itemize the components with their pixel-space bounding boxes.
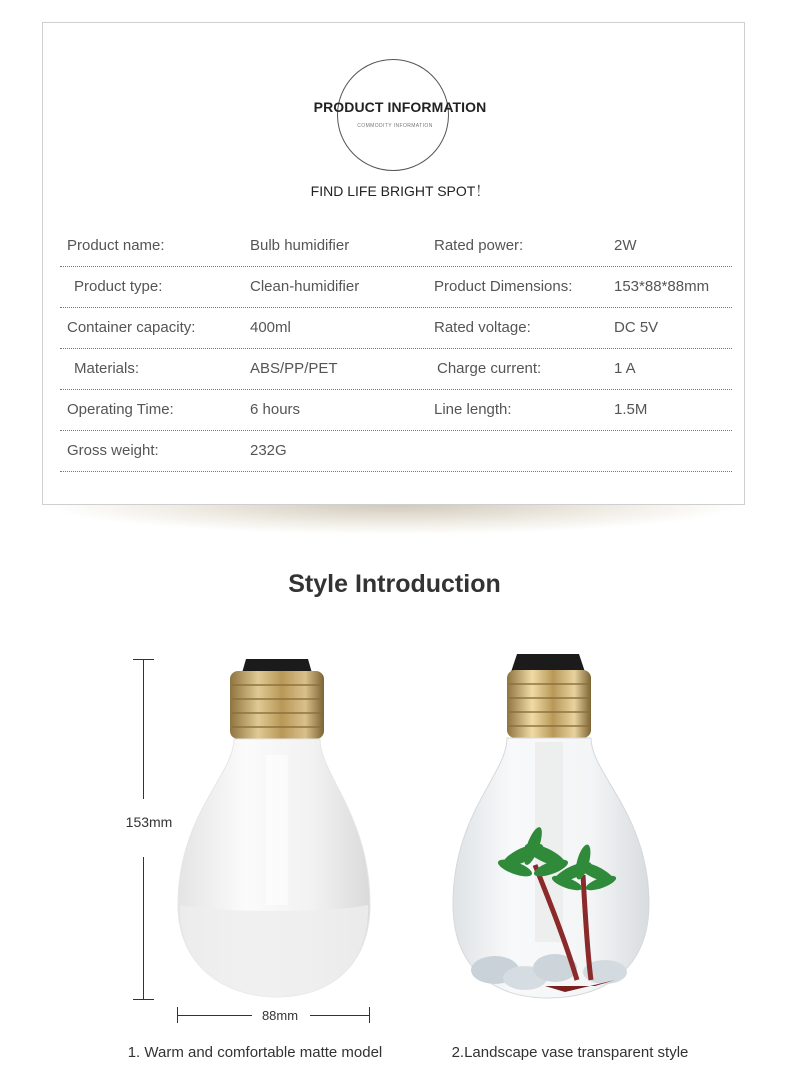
spec-label: Rated voltage: (434, 319, 531, 336)
transparent-model-caption: 2.Landscape vase transparent style (451, 1044, 689, 1061)
spec-label: Line length: (434, 401, 512, 418)
spec-row (60, 390, 732, 431)
spec-row (60, 349, 732, 390)
transparent-bulb-image (445, 650, 655, 1005)
slogan: FIND LIFE BRIGHT SPOT！ (310, 183, 490, 199)
spec-value: Clean-humidifier (250, 278, 360, 295)
spec-value: Bulb humidifier (250, 237, 350, 254)
height-dimension-label: 153mm (125, 814, 173, 830)
card-shadow (50, 500, 740, 534)
spec-value: 1.5M (614, 401, 648, 418)
height-dimension-line (143, 659, 144, 799)
spec-label: Product type: (74, 278, 163, 295)
spec-row (60, 308, 732, 349)
spec-value: 400ml (250, 319, 291, 336)
spec-row (60, 267, 732, 308)
spec-label: Materials: (74, 360, 140, 377)
spec-label: Container capacity: (67, 319, 196, 336)
spec-value: 153*88*88mm (614, 278, 710, 295)
product-info-title: PRODUCT INFORMATION (313, 99, 487, 115)
matte-model-caption: 1. Warm and comfortable matte model (127, 1044, 383, 1061)
style-introduction-heading: Style Introduction (288, 570, 501, 598)
height-dimension-line (143, 857, 144, 1000)
title-badge-circle (337, 59, 449, 171)
spec-value: ABS/PP/PET (250, 360, 338, 377)
spec-row (60, 431, 732, 472)
width-dimension-line (310, 1015, 370, 1016)
spec-value: 6 hours (250, 401, 301, 418)
spec-label: Gross weight: (67, 442, 159, 459)
spec-label: Product Dimensions: (434, 278, 573, 295)
spec-value: 2W (614, 237, 637, 254)
spec-label: Rated power: (434, 237, 524, 254)
spec-label: Product name: (67, 237, 165, 254)
dimension-tick (133, 999, 154, 1000)
spec-row (60, 226, 732, 267)
commodity-info-subtitle: COMMODITY INFORMATION (357, 123, 433, 129)
spec-label: Charge current: (437, 360, 542, 377)
dimension-tick (369, 1007, 370, 1023)
spec-table (60, 226, 732, 472)
spec-value: 232G (250, 442, 287, 459)
matte-bulb-image (170, 655, 380, 1005)
spec-label: Operating Time: (67, 401, 174, 418)
spec-value: 1 A (614, 360, 636, 377)
spec-value: DC 5V (614, 319, 659, 336)
width-dimension-label: 88mm (261, 1008, 299, 1023)
